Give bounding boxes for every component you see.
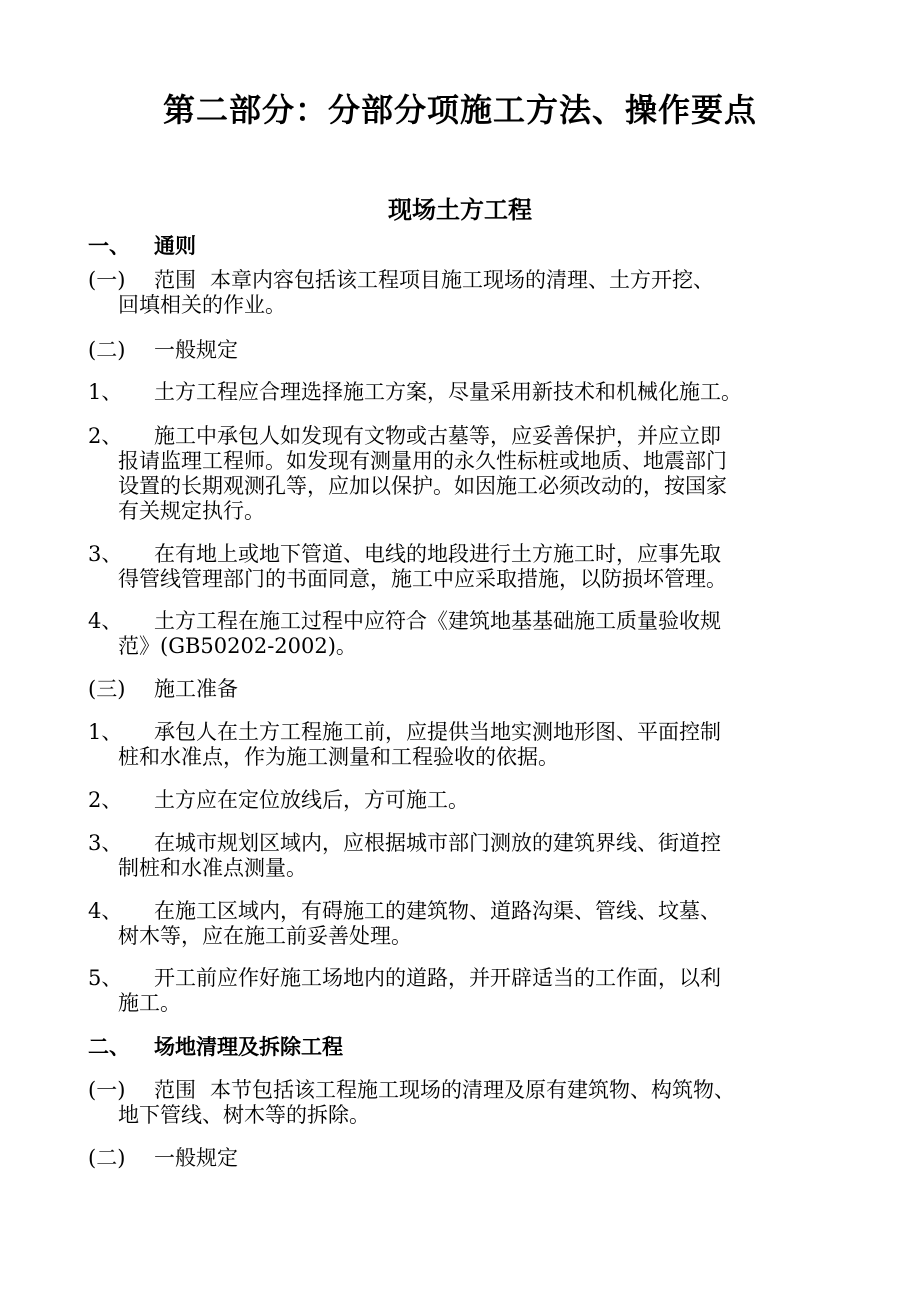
heading-text: 场地清理及拆除工程 — [154, 1034, 343, 1059]
paragraph-label: 范围 — [154, 1078, 196, 1102]
item-number: 3、 — [88, 542, 123, 566]
document-title: 第二部分：分部分项施工方法、操作要点 — [162, 91, 757, 129]
list-item — [88, 542, 848, 566]
heading-number: 二、 — [88, 1034, 130, 1059]
subheading-text: 一般规定 — [154, 1146, 238, 1170]
subheading-general-provisions — [88, 338, 848, 362]
list-item — [88, 966, 848, 990]
item-number: 5、 — [88, 966, 123, 990]
subheading-construction-preparation — [88, 677, 848, 701]
list-item — [88, 380, 848, 404]
heading-site-clearing — [88, 1035, 848, 1059]
heading-number: 一、 — [88, 233, 130, 258]
item-text: 土方应在定位放线后，方可施工。 — [154, 788, 469, 812]
paragraph-number: (二) — [88, 1146, 126, 1170]
list-item — [88, 720, 848, 744]
item-number: 2、 — [88, 788, 123, 812]
item-text: 在有地上或地下管道、电线的地段进行土方施工时，应事先取 — [154, 542, 721, 566]
item-text: 开工前应作好施工场地内的道路，并开辟适当的工作面，以利 — [154, 966, 721, 990]
item-continuation: 设置的长期观测孔等，应加以保护。如因施工必须改动的，按国家 — [118, 474, 727, 498]
heading-text: 通则 — [154, 233, 196, 258]
scope-paragraph — [88, 268, 848, 292]
paragraph-number: (二) — [88, 338, 126, 362]
list-item — [88, 788, 848, 812]
paragraph-line: 本章内容包括该工程项目施工现场的清理、土方开挖、 — [210, 268, 714, 292]
heading-general-rules — [88, 234, 848, 258]
item-continuation: 桩和水准点，作为施工测量和工程验收的依据。 — [118, 745, 559, 769]
item-continuation: 范》(GB50202-2002)。 — [118, 634, 357, 658]
item-continuation: 得管线管理部门的书面同意，施工中应采取措施，以防损坏管理。 — [118, 567, 727, 591]
item-text: 在城市规划区域内，应根据城市部门测放的建筑界线、街道控 — [154, 831, 721, 855]
paragraph-continuation: 回填相关的作业。 — [118, 293, 286, 317]
item-continuation: 制桩和水准点测量。 — [118, 856, 307, 880]
item-continuation: 有关规定执行。 — [118, 499, 265, 523]
list-item — [88, 831, 848, 855]
paragraph-number: (三) — [88, 677, 126, 701]
paragraph-number: (一) — [88, 1078, 126, 1102]
list-item — [88, 899, 848, 923]
list-item — [88, 609, 848, 633]
list-item — [88, 424, 848, 448]
item-number: 1、 — [88, 720, 123, 744]
item-number: 3、 — [88, 831, 123, 855]
item-continuation: 树木等，应在施工前妥善处理。 — [118, 924, 412, 948]
paragraph-continuation: 地下管线、树木等的拆除。 — [118, 1103, 370, 1127]
item-text: 在施工区域内，有碍施工的建筑物、道路沟渠、管线、坟墓、 — [154, 899, 721, 923]
paragraph-line: 本节包括该工程施工现场的清理及原有建筑物、构筑物、 — [210, 1078, 735, 1102]
item-text: 施工中承包人如发现有文物或古墓等，应妥善保护，并应立即 — [154, 424, 721, 448]
subheading-text: 施工准备 — [154, 677, 238, 701]
item-text: 承包人在土方工程施工前，应提供当地实测地形图、平面控制 — [154, 720, 721, 744]
subheading-text: 一般规定 — [154, 338, 238, 362]
item-text: 土方工程在施工过程中应符合《建筑地基基础施工质量验收规 — [154, 609, 721, 633]
item-text: 土方工程应合理选择施工方案，尽量采用新技术和机械化施工。 — [154, 380, 742, 404]
subheading-general-provisions — [88, 1146, 848, 1170]
section-title: 现场土方工程 — [388, 195, 532, 224]
scope-paragraph — [88, 1078, 848, 1102]
item-number: 2、 — [88, 424, 123, 448]
item-continuation: 施工。 — [118, 991, 181, 1015]
item-number: 4、 — [88, 899, 123, 923]
paragraph-number: (一) — [88, 268, 126, 292]
item-continuation: 报请监理工程师。如发现有测量用的永久性标桩或地质、地震部门 — [118, 449, 727, 473]
item-number: 1、 — [88, 380, 123, 404]
paragraph-label: 范围 — [154, 268, 196, 292]
item-number: 4、 — [88, 609, 123, 633]
